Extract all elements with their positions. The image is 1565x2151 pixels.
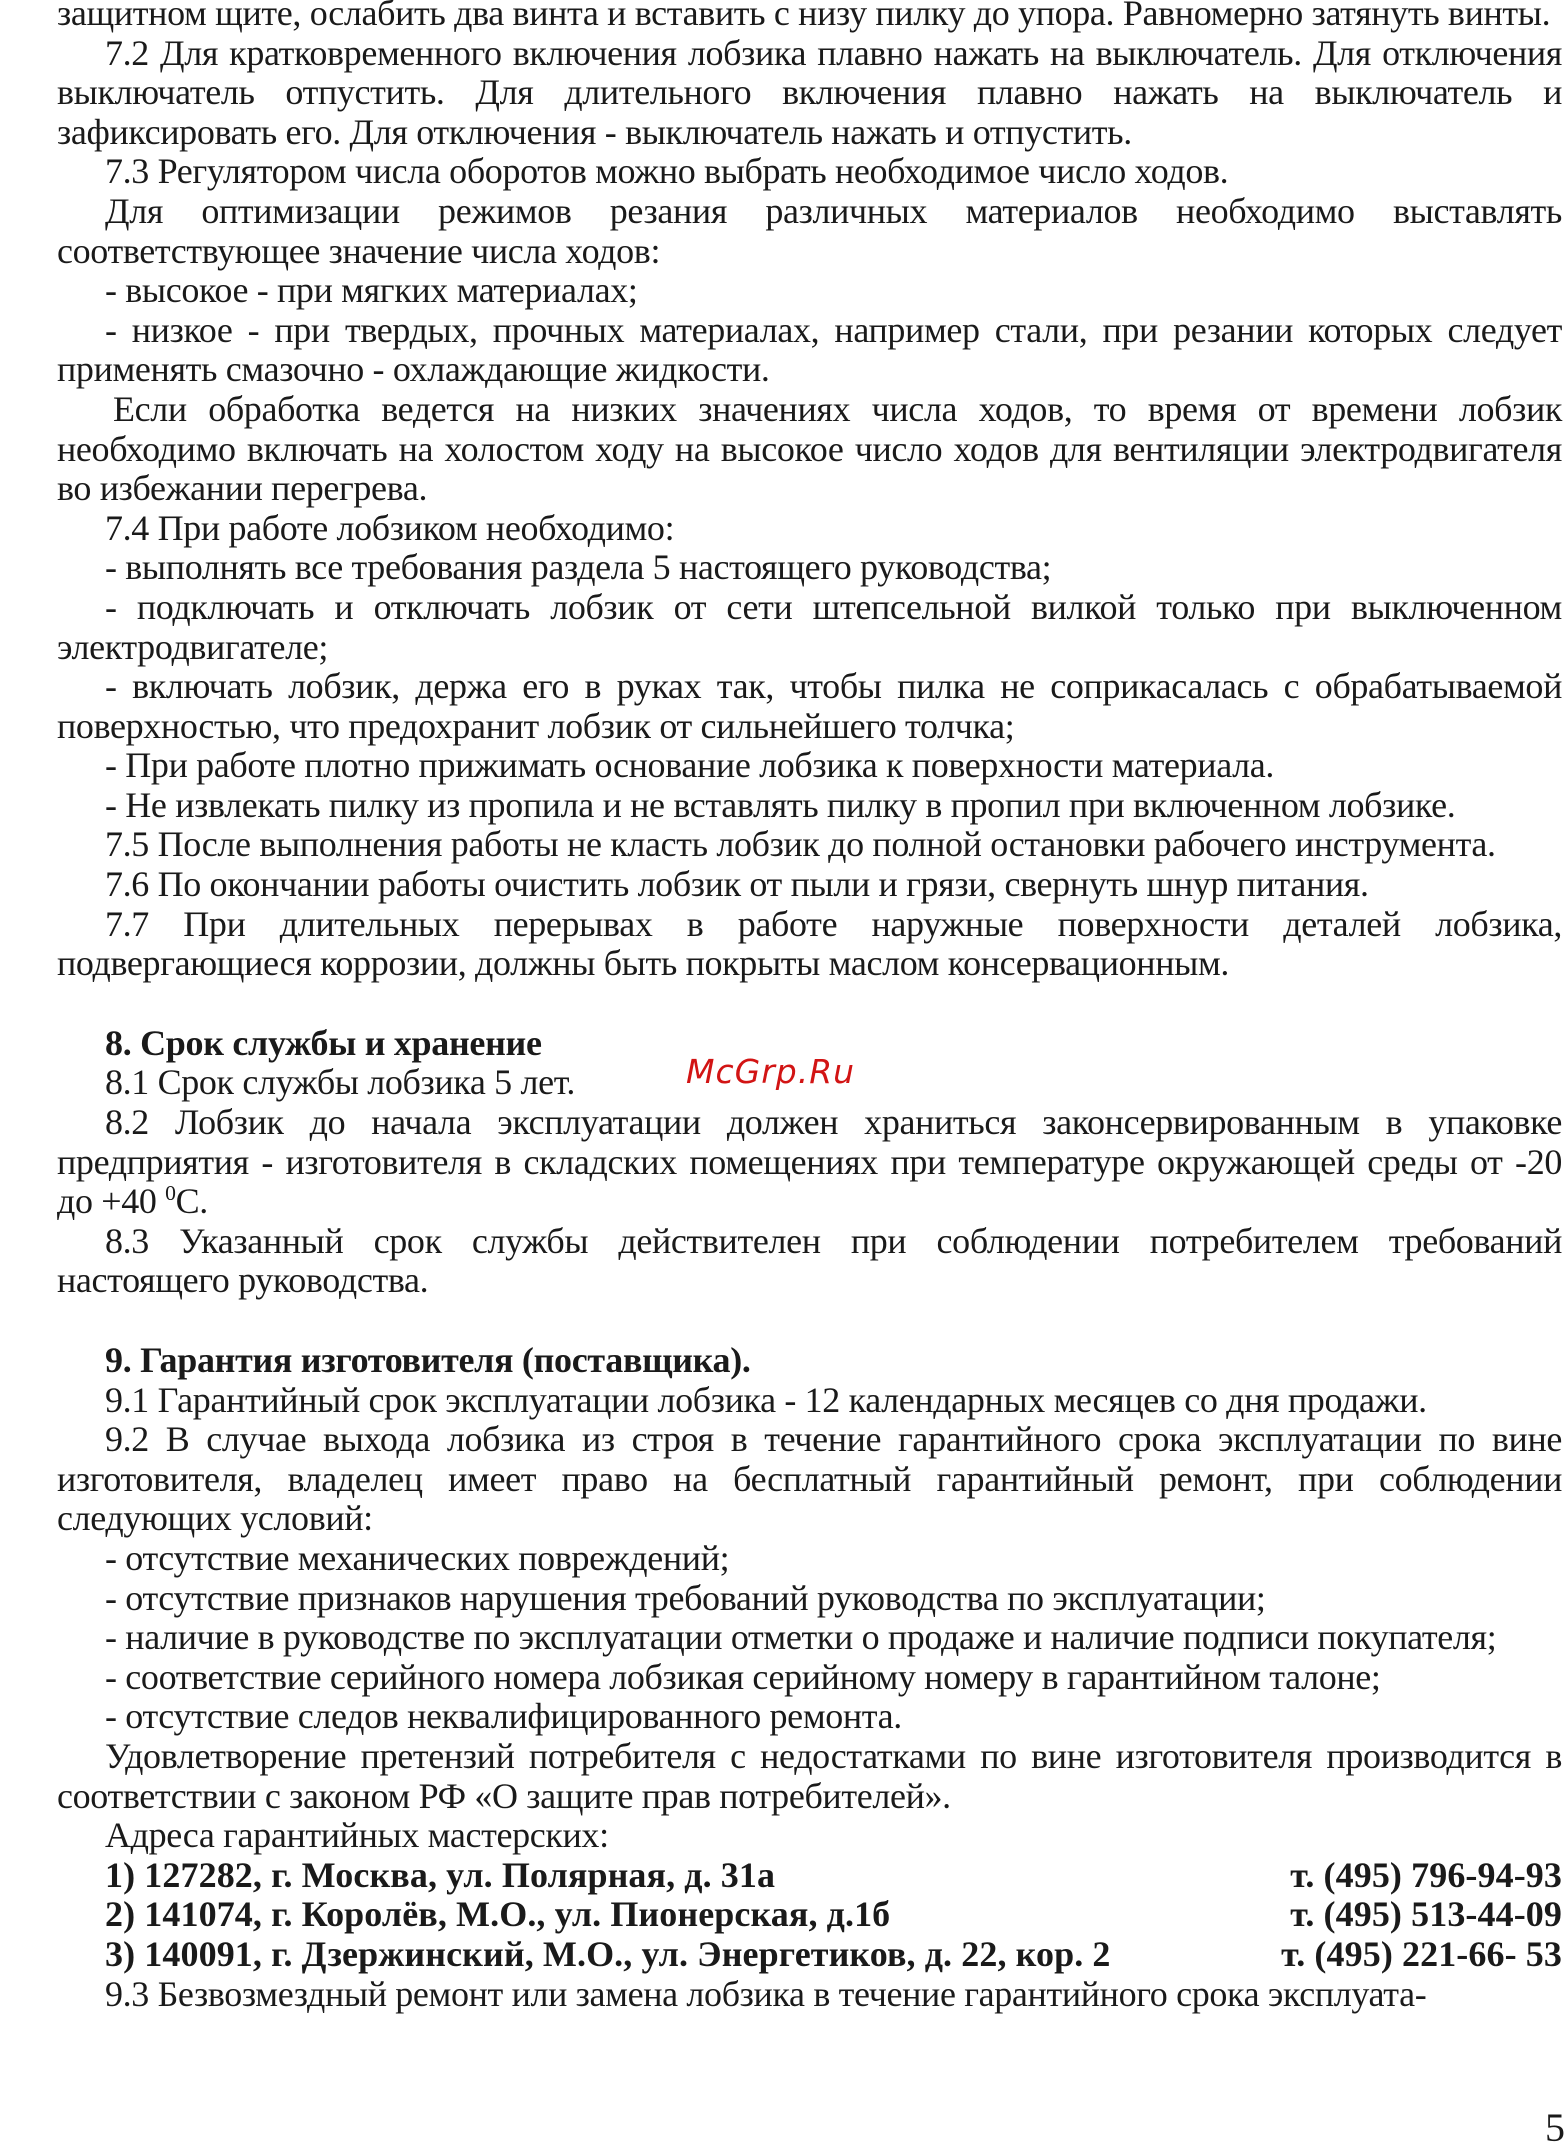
paragraph-9-3: 9.3 Безвозмездный ремонт или замена лобзика в течение гарантийного срока эксплуата- bbox=[105, 1973, 1427, 2014]
address-phone: т. (495) 221-66- 53 bbox=[1281, 1933, 1562, 1974]
paragraph-8-3: 8.3 Указанный срок службы действителен при соблюдении потребителем требований настоящего руководства. bbox=[57, 1220, 1562, 1301]
address-row bbox=[57, 1895, 1562, 1935]
section-8-heading: 8. Срок службы и хранение bbox=[105, 1022, 542, 1063]
page-number: 5 bbox=[1545, 2105, 1565, 2150]
list-item-hold: - включать лобзик, держа его в руках так, чтобы пилка не соприкасалась с обрабатываемой поверхностью, что предохранит лобзик от сильнейшего толчка; bbox=[57, 666, 1562, 746]
section-spacer bbox=[57, 984, 1562, 1024]
paragraph-cut-modes: Для оптимизации режимов резания различных материалов необходимо выставлять соответствующее значение числа ходов: bbox=[57, 190, 1562, 271]
paragraph-9-2: 9.2 В случае выхода лобзика из строя в течение гарантийного срока эксплуатации по вине изготовителя, владелец имеет право на бесплатный гарантийный ремонт, при соблюдении следующих условий: bbox=[57, 1419, 1562, 1539]
document-page bbox=[57, 0, 1562, 2014]
temperature-unit: С. bbox=[175, 1181, 208, 1222]
paragraph-7-7: 7.7 При длительных перерывах в работе наружные поверхности деталей лобзика, подвергающиеся коррозии, должны быть покрыты маслом консервационным. bbox=[57, 903, 1562, 984]
paragraph-7-3: 7.3 Регулятором числа оборотов можно выбрать необходимое число ходов. bbox=[105, 151, 1229, 192]
address-text: 3) 140091, г. Дзержинский, М.О., ул. Энергетиков, д. 22, кор. 2 bbox=[105, 1933, 1111, 1974]
address-text: 1) 127282, г. Москва, ул. Полярная, д. 31а bbox=[105, 1854, 776, 1895]
address-text: 2) 141074, г. Королёв, М.О., ул. Пионерская, д.1б bbox=[105, 1894, 891, 1935]
list-item-requirements: - выполнять все требования раздела 5 настоящего руководства; bbox=[105, 547, 1052, 588]
list-item-plug: - подключать и отключать лобзик от сети штепсельной вилкой только при выключенном электродвигателе; bbox=[57, 586, 1562, 667]
list-item-high: - высокое - при мягких материалах; bbox=[105, 270, 638, 311]
degree-superscript: 0 bbox=[165, 1181, 176, 1206]
list-item-blade: - Не извлекать пилку из пропила и не вставлять пилку в пропил при включенном лобзике. bbox=[105, 784, 1456, 825]
address-phone: т. (495) 513-44-09 bbox=[1290, 1894, 1562, 1935]
paragraph-7-5: 7.5 После выполнения работы не класть лобзик до полной остановки рабочего инструмента. bbox=[105, 824, 1496, 865]
paragraph-ventilation: Если обработка ведется на низких значениях числа ходов, то время от времени лобзик необходимо включать на холостом ходу на высокое число ходов для вентиляции электродвигателя во избежании перегрева. bbox=[57, 388, 1562, 509]
paragraph-8-2-text: 8.2 Лобзик до начала эксплуатации должен храниться законсервированным в упаковке предприятия - изготовителя в складских помещениях при температуре окружающей среды от -20 до +40 bbox=[57, 1102, 1562, 1222]
list-item-repair: - отсутствие следов неквалифицированного ремонта. bbox=[105, 1696, 902, 1737]
paragraph-8-1: 8.1 Срок службы лобзика 5 лет. bbox=[105, 1062, 576, 1103]
list-item-damage: - отсутствие механических повреждений; bbox=[105, 1537, 730, 1578]
address-row bbox=[57, 1856, 1562, 1896]
paragraph-addresses-title: Адреса гарантийных мастерских: bbox=[105, 1815, 609, 1856]
list-item-serial: - соответствие серийного номера лобзикая серийному номеру в гарантийном талоне; bbox=[105, 1656, 1381, 1697]
watermark-logo: McGrp.Ru bbox=[686, 1052, 856, 1091]
paragraph-7-2: 7.2 Для кратковременного включения лобзика плавно нажать на выключатель. Для отключения выключатель отпустить. Для длительного включения плавно нажать на выключатель и зафиксировать его. Для отключения - выключатель нажать и отпустить. bbox=[57, 32, 1562, 152]
list-item-low: - низкое - при твердых, прочных материалах, например стали, при резании которых следует применять смазочно - охлаждающие жидкости. bbox=[57, 309, 1562, 390]
section-spacer bbox=[57, 1301, 1562, 1341]
section-9-heading: 9. Гарантия изготовителя (поставщика). bbox=[105, 1340, 751, 1380]
paragraph-claims: Удовлетворение претензий потребителя с недостатками по вине изготовителя производится в соответствии с законом РФ «О защите прав потребителей». bbox=[57, 1735, 1562, 1816]
list-item-sale-mark: - наличие в руководстве по эксплуатации отметки о продаже и наличие подписи покупателя; bbox=[105, 1617, 1497, 1658]
paragraph-7-6: 7.6 По окончании работы очистить лобзик от пыли и грязи, свернуть шнур питания. bbox=[105, 864, 1369, 905]
paragraph-7-4: 7.4 При работе лобзиком необходимо: bbox=[105, 507, 675, 548]
list-item-press: - При работе плотно прижимать основание лобзика к поверхности материала. bbox=[105, 745, 1275, 786]
paragraph-intro: защитном щите, ослабить два винта и вставить с низу пилку до упора. Равномерно затянуть винты. bbox=[57, 0, 1551, 33]
list-item-violations: - отсутствие признаков нарушения требований руководства по эксплуатации; bbox=[105, 1577, 1266, 1618]
address-row bbox=[57, 1935, 1562, 1975]
paragraph-8-2 bbox=[57, 1103, 1562, 1222]
paragraph-9-1: 9.1 Гарантийный срок эксплуатации лобзика - 12 календарных месяцев со дня продажи. bbox=[105, 1379, 1427, 1420]
address-phone: т. (495) 796-94-93 bbox=[1290, 1854, 1562, 1895]
